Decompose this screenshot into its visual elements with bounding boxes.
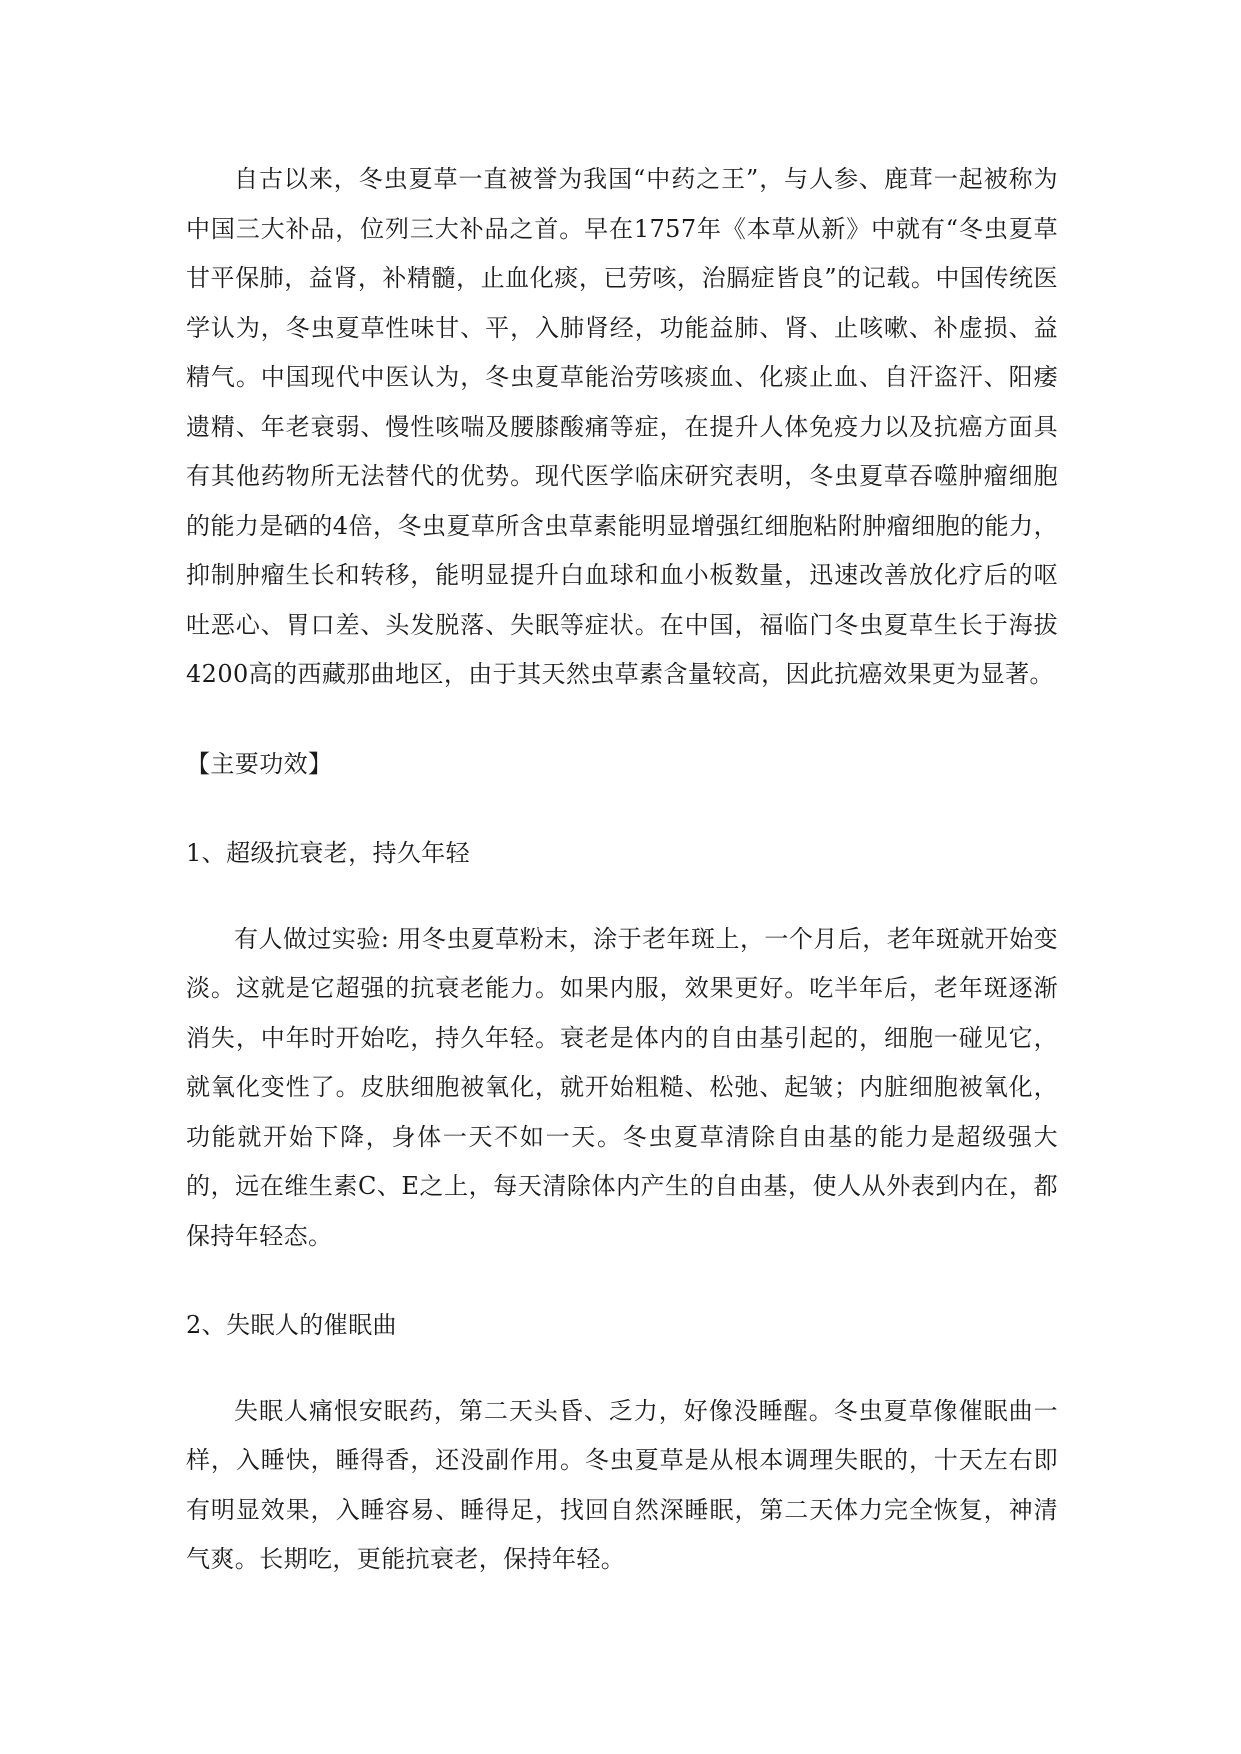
spacer (186, 879, 1058, 915)
section-title: 【主要功效】 (186, 749, 333, 778)
spacer (186, 1261, 1058, 1301)
spacer (186, 789, 1058, 829)
intro-paragraph: 自古以来，冬虫夏草一直被誉为我国“中药之王”，与人参、鹿茸一起被称为中国三大补品，位列三大补品之首。早在1757年《本草从新》中就有“冬虫夏草甘平保肺，益肾，补精髓，止血化痰，已劳咳，治膈症皆良”的记载。中国传统医学认为，冬虫夏草性味甘、平，入肺肾经，功能益肺、肾、止咳嗽、补虚损、益精气。中国现代中医认为，冬虫夏草能治劳咳痰血、化痰止血、自汗盗汗、阳痿遗精、年老衰弱、慢性咳喘及腰膝酸痛等症，在提升人体免疫力以及抗癌方面具有其他药物所无法替代的优势。现代医学临床研究表明，冬虫夏草吞噬肿瘤细胞的能力是硒的4倍，冬虫夏草所含虫草素能明显增强红细胞粘附肿瘤细胞的能力，抑制肿瘤生长和转移，能明显提升白血球和血小板数量，迅速改善放化疗后的呕吐恶心、胃口差、头发脱落、失眠等症状。在中国，福临门冬虫夏草生长于海拔4200高的西藏那曲地区，由于其天然虫草素含量较高，因此抗癌效果更为显著。 (186, 165, 1058, 688)
spacer (186, 700, 1058, 740)
item-heading-2: 2、失眠人的催眠曲 (186, 1311, 397, 1339)
item-heading-1: 1、超级抗衰老，持久年轻 (186, 839, 471, 867)
item-body-2: 失眠人痛恨安眠药，第二天头昏、乏力，好像没睡醒。冬虫夏草像催眠曲一样，入睡快，睡得香，还没副作用。冬虫夏草是从根本调理失眠的，十天左右即有明显效果，入睡容易、睡得足，找回自然深睡眠，第二天体力完全恢复，神清气爽。长期吃，更能抗衰老，保持年轻。 (186, 1396, 1058, 1573)
spacer (186, 1351, 1058, 1387)
document-body (186, 155, 1058, 1585)
item-body-1: 有人做过实验: 用冬虫夏草粉末，涂于老年斑上，一个月后，老年斑就开始变淡。这就是它超强的抗衰老能力。如果内服，效果更好。吃半年后，老年斑逐渐消失，中年时开始吃，持久年轻。衰老是体内的自由基引起的，细胞一碰见它，就氧化变性了。皮肤细胞被氧化，就开始粗糙、松弛、起皱；内脏细胞被氧化，功能就开始下降，身体一天不如一天。冬虫夏草清除自由基的能力是超级强大的，远在维生素C、E之上，每天清除体内产生的自由基，使人从外表到内在，都保持年轻态。 (186, 924, 1058, 1250)
